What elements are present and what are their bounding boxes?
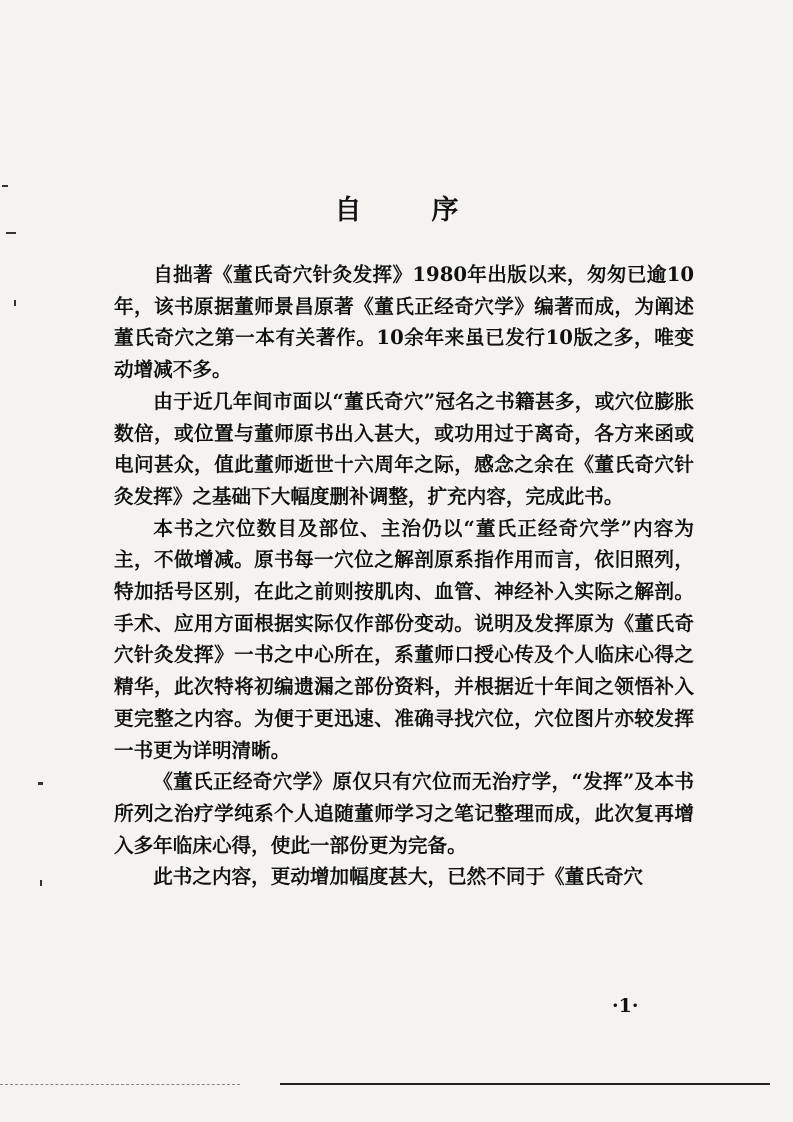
scan-speck [14, 300, 16, 306]
paragraph-1: 自拙著《董氏奇穴针灸发挥》1980年出版以来，匆匆已逾10年，该书原据董师景昌原著《董氏正经奇穴学》编著而成，为阐述董氏奇穴之第一本有关著作。10余年来虽已发行10版之多，唯变动增减不多。 [114, 263, 694, 382]
paragraph-2: 由于近几年间市面以“董氏奇穴”冠名之书籍甚多，或穴位膨胀数倍，或位置与董师原书出入甚大，或功用过于离奇，各方来函或电问甚众，值此董师逝世十六周年之际，感念之余在《董氏奇穴针灸发挥》之基础下大幅度删补调整，扩充内容，完成此书。 [114, 389, 694, 508]
scan-speck [2, 185, 8, 187]
scan-edge-line [0, 1084, 240, 1086]
paragraph-4: 《董氏正经奇穴学》原仅只有穴位而无治疗学，“发挥”及本书所列之治疗学纯系个人追随董师学习之笔记整理而成，此次复再增入多年临床心得，使此一部份更为完备。 [114, 770, 694, 857]
page-title [0, 188, 793, 227]
scan-speck [38, 782, 43, 785]
title-char-1: 自 [334, 195, 362, 226]
preface-body [114, 259, 694, 893]
page-number: ·1· [612, 995, 639, 1017]
paragraph-5: 此书之内容，更动增加幅度甚大，已然不同于《董氏奇穴 [153, 865, 644, 889]
title-char-2: 序 [431, 195, 459, 226]
paragraph-3: 本书之穴位数目及部位、主治仍以“董氏正经奇穴学”内容为主，不做增减。原书每一穴位之解剖原系指作用而言，依旧照列，特加括号区别，在此之前则按肌肉、血管、神经补入实际之解剖。手术、应用方面根据实际仅作部份变动。说明及发挥原为《董氏奇穴针灸发挥》一书之中心所在，系董师口授心传及个人临床心得之精华，此次特将初编遗漏之部份资料，并根据近十年间之领悟补入更完整之内容。为便于更迅速、准确寻找穴位，穴位图片亦较发挥一书更为详明清晰。 [114, 516, 694, 762]
scan-speck [40, 880, 42, 886]
scan-edge-line [280, 1083, 770, 1085]
scan-speck [6, 232, 16, 234]
